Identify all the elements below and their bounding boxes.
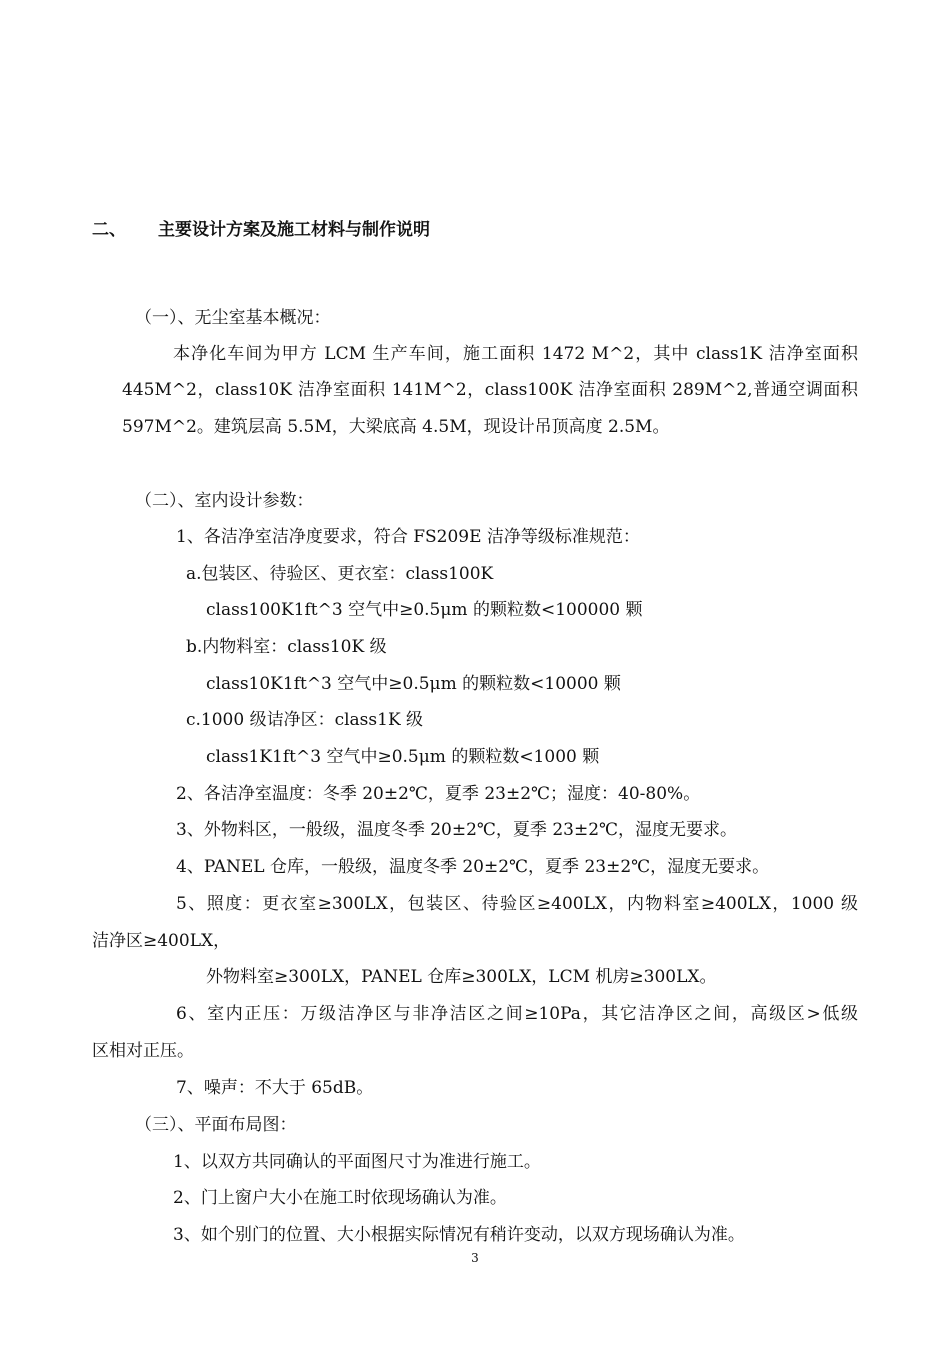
section2-a-label: a.包装区、待验区、更衣室：class100K [186,564,494,584]
section2-title: （二）、室内设计参数： [135,491,314,511]
section2-item4: 4、PANEL 仓库，一般级，温度冬季 20±2℃，夏季 23±2℃，湿度无要求。 [176,857,770,877]
section3-item2: 2、门上窗户大小在施工时依现场确认为准。 [173,1188,507,1208]
section2-c-detail: class1K1ft^3 空气中≥0.5μm 的颗粒数<1000 颗 [206,747,600,767]
section2-item7: 7、噪声：不大于 65dB。 [176,1078,374,1098]
heading-title: 主要设计方案及施工材料与制作说明 [158,220,430,240]
section2-c-label: c.1000 级诘净区：class1K 级 [186,710,424,730]
section1-line1: 本净化车间为甲方 LCM 生产车间，施工面积 1472 M^2，其中 class1K 洁净室面积 [173,344,858,364]
section2-a-detail: class100K1ft^3 空气中≥0.5μm 的颗粒数<100000 颗 [206,600,643,620]
section2-item6-line1: 6、室内正压：万级洁净区与非净洁区之间≥10Pa，其它洁净区之间，高级区>低级 [176,1004,858,1024]
section2-item1: 1、各洁净室洁净度要求，符合 FS209E 洁净等级标准规范： [176,527,640,547]
section2-item2: 2、各洁净室温度：冬季 20±2℃，夏季 23±2℃；湿度：40-80%。 [176,784,701,804]
section1-line2: 445M^2，class10K 洁净室面积 141M^2，class100K 洁净室面积 289M^2,普通空调面积 [122,380,858,400]
section2-b-label: b.内物料室：class10K 级 [186,637,387,657]
section2-item3: 3、外物料区，一般级，温度冬季 20±2℃，夏季 23±2℃，湿度无要求。 [176,820,738,840]
section2-item5-line2: 洁净区≥400LX， [92,931,231,951]
section3-title: （三）、平面布局图： [135,1115,297,1135]
section2-item6-line2: 区相对正压。 [92,1041,194,1061]
section3-item3: 3、如个别门的位置、大小根据实际情况有稍许变动，以双方现场确认为准。 [173,1225,745,1245]
section2-b-detail: class10K1ft^3 空气中≥0.5μm 的颗粒数<10000 颗 [206,674,621,694]
section2-item5-line3: 外物料室≥300LX，PANEL 仓库≥300LX，LCM 机房≥300LX。 [206,967,717,987]
section3-item1: 1、以双方共同确认的平面图尺寸为准进行施工。 [173,1152,541,1172]
heading-number: 二、 [92,220,126,240]
section1-line3: 597M^2。建筑层高 5.5M，大梁底高 4.5M，现设计吊顶高度 2.5M。 [122,417,670,437]
section1-title: （一）、无尘室基本概况： [135,308,331,328]
section2-item5-line1: 5、照度：更衣室≥300LX，包装区、待验区≥400LX，内物料室≥400LX，1000 级 [176,894,858,914]
page-number: 3 [471,1251,479,1265]
